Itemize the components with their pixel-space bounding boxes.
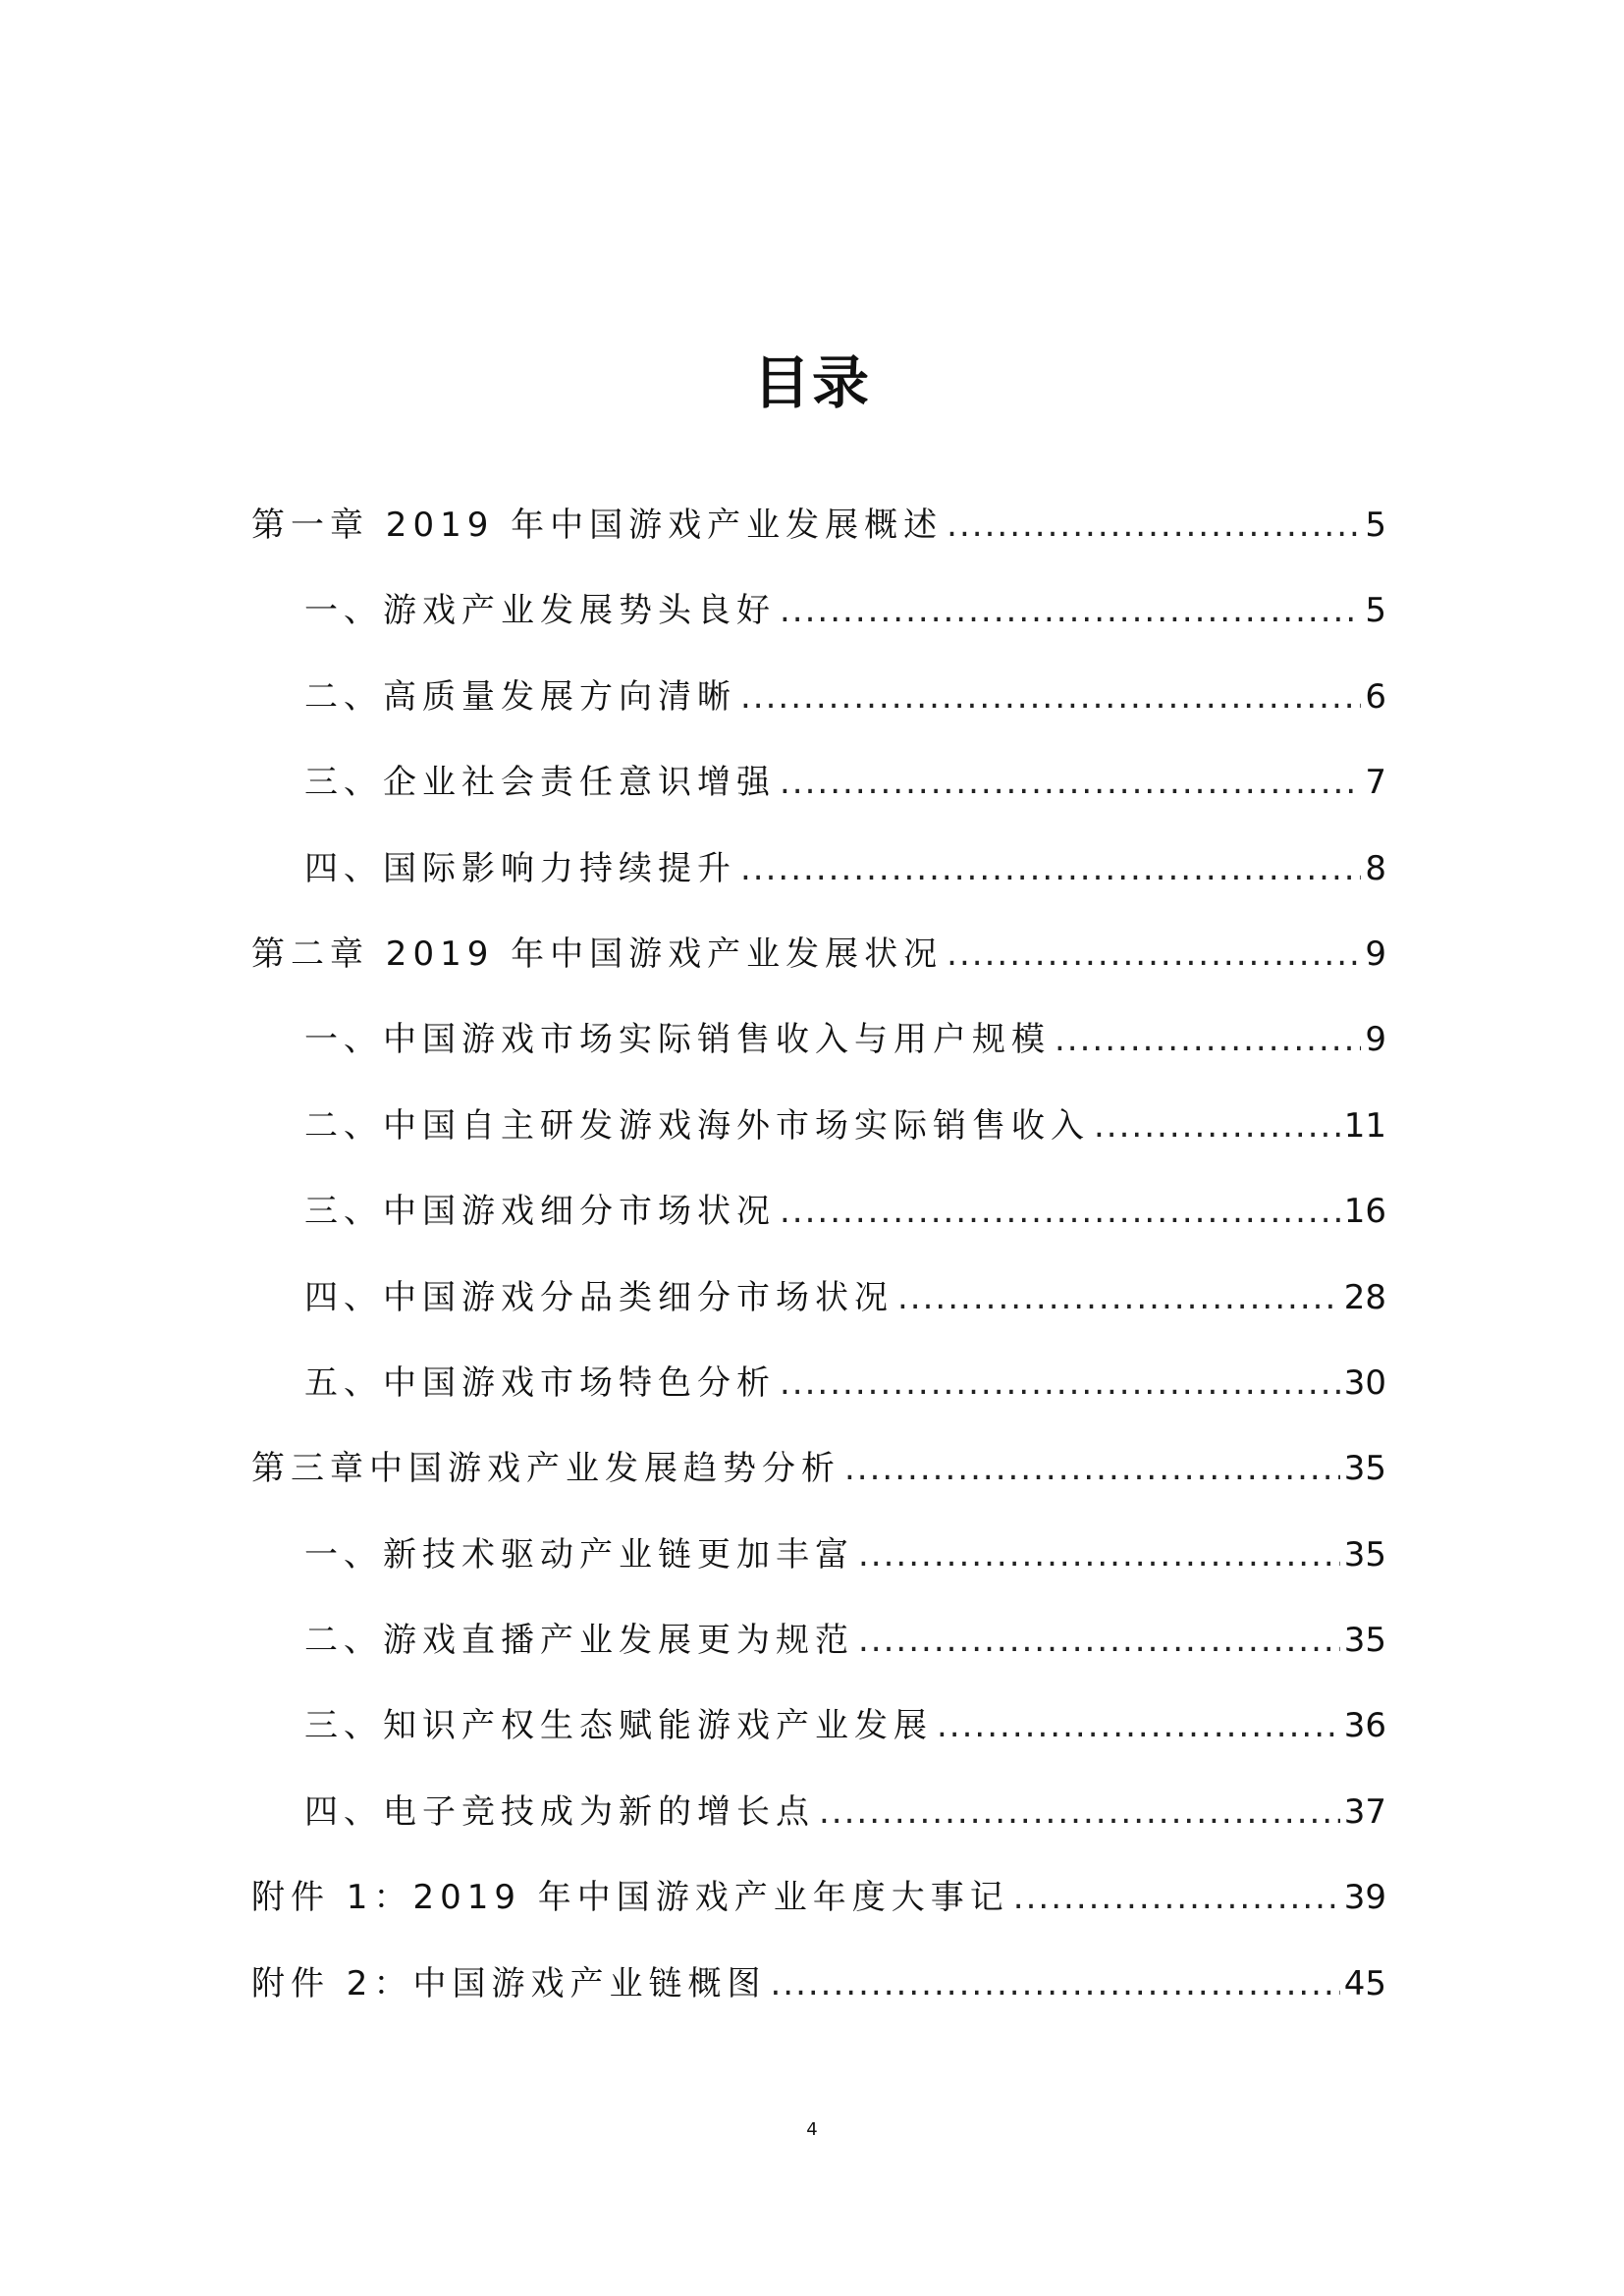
toc-entry-appendix-1[interactable] [251,1868,1386,1953]
toc-entry-label: 一、新技术驱动产业链更加丰富 [304,1534,854,1575]
toc-leader-dots [947,496,1361,555]
toc-entry-chapter-2[interactable] [251,925,1386,1010]
toc-entry-page: 9 [1365,934,1386,974]
toc-entry-page: 35 [1343,1534,1386,1575]
toc-entry-section[interactable] [251,1096,1386,1182]
toc-entry-section[interactable] [251,1696,1386,1782]
toc-leader-dots [858,1525,1340,1584]
toc-leader-dots [897,1268,1340,1327]
toc-entry-label: 五、中国游戏市场特色分析 [304,1362,776,1403]
toc-entry-label: 附件 1：2019 年中国游戏产业年度大事记 [251,1878,1009,1918]
toc-entry-section[interactable] [251,1268,1386,1354]
toc-entry-label: 三、知识产权生态赋能游戏产业发展 [304,1706,933,1746]
toc-entry-label: 二、中国自主研发游戏海外市场实际销售收入 [304,1105,1090,1146]
page-title: 目录 [752,349,871,416]
toc-entry-page: 45 [1343,1963,1386,2003]
toc-entry-label: 四、中国游戏分品类细分市场状况 [304,1277,893,1317]
toc-entry-section[interactable] [251,1525,1386,1611]
toc-entry-section[interactable] [251,753,1386,838]
toc-entry-section[interactable] [251,1783,1386,1868]
toc-entry-label: 一、中国游戏市场实际销售收入与用户规模 [304,1020,1051,1060]
toc-entry-label: 二、高质量发展方向清晰 [304,676,736,717]
toc-entry-page: 35 [1343,1449,1386,1489]
toc-entry-chapter-1[interactable] [251,496,1386,581]
toc-entry-page: 39 [1343,1878,1386,1918]
toc-entry-page: 36 [1343,1706,1386,1746]
toc-entry-appendix-2[interactable] [251,1954,1386,2040]
toc-entry-page: 5 [1365,506,1386,545]
toc-entry-label: 三、企业社会责任意识增强 [304,763,776,803]
toc-leader-dots [740,839,1361,898]
toc-entry-page: 11 [1343,1105,1386,1146]
toc-leader-dots [844,1439,1340,1498]
toc-entry-section[interactable] [251,1182,1386,1267]
toc-entry-page: 9 [1365,1020,1386,1060]
toc-entry-label: 四、电子竞技成为新的增长点 [304,1791,815,1832]
toc-entry-section[interactable] [251,1010,1386,1095]
toc-entry-page: 28 [1343,1277,1386,1317]
toc-entry-section[interactable] [251,1354,1386,1439]
toc-leader-dots [947,925,1361,984]
toc-leader-dots [770,1954,1339,2013]
toc-entry-page: 30 [1343,1362,1386,1403]
toc-entry-label: 一、游戏产业发展势头良好 [304,591,776,631]
toc-leader-dots [780,753,1361,812]
toc-entry-section[interactable] [251,667,1386,753]
toc-leader-dots [780,1354,1340,1413]
toc-entry-label: 第三章中国游戏产业发展趋势分析 [251,1449,840,1489]
toc-leader-dots [1013,1868,1340,1927]
toc-leader-dots [858,1611,1340,1670]
toc-entry-label: 四、国际影响力持续提升 [304,848,736,888]
toc-leader-dots [780,581,1361,640]
toc-entry-page: 5 [1365,591,1386,631]
toc-entry-page: 7 [1365,763,1386,803]
toc-entry-label: 第一章 2019 年中国游戏产业发展概述 [251,506,944,545]
toc-entry-label: 第二章 2019 年中国游戏产业发展状况 [251,934,944,974]
toc-entry-section[interactable] [251,581,1386,667]
toc-entry-label: 附件 2：中国游戏产业链概图 [251,1963,767,2003]
toc-leader-dots [780,1182,1340,1241]
toc-entry-page: 8 [1365,848,1386,888]
page-number: 4 [806,2119,818,2140]
toc-entry-label: 三、中国游戏细分市场状况 [304,1192,776,1232]
toc-entry-label: 二、游戏直播产业发展更为规范 [304,1621,854,1661]
toc-entry-page: 37 [1343,1791,1386,1832]
toc-entry-page: 35 [1343,1621,1386,1661]
toc-leader-dots [1094,1096,1340,1155]
toc-leader-dots [740,667,1361,726]
toc-leader-dots [819,1783,1340,1842]
toc-leader-dots [1055,1010,1361,1069]
toc-entry-section[interactable] [251,1611,1386,1696]
toc-entry-page: 16 [1343,1192,1386,1232]
table-of-contents [251,496,1386,2040]
toc-leader-dots [937,1696,1340,1755]
toc-entry-page: 6 [1365,676,1386,717]
toc-entry-section[interactable] [251,839,1386,925]
toc-entry-chapter-3[interactable] [251,1439,1386,1524]
